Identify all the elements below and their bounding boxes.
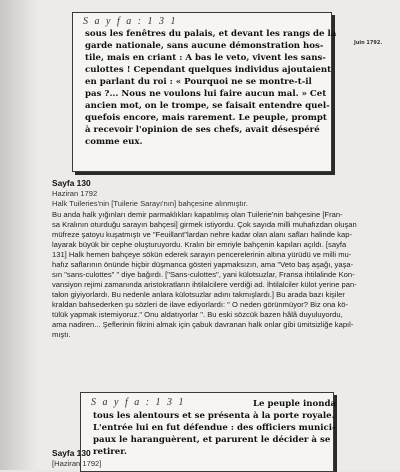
box2-line: retirer. [93, 447, 127, 457]
section1-line: vansiyon rejimi zamanında aristokratların ihtilalcilere verdiği ad. İhtilalciler külot yerine pan- [52, 280, 357, 289]
section1-line: tülük yapmak istemiyoruz." Onu aldatıyorlar ". Bu eski sözcük bazen hâlâ duyuluyordu, [52, 310, 343, 319]
section1-line: layarak büyük bir cephe oluşturuyordu. Kralın bir emriyle bahçenin kapıları açıldı. [sayfa [52, 240, 347, 249]
box1-line: sous les fenêtres du palais, et devant les rangs de la [85, 29, 337, 39]
margin-note: Juin 1792. [354, 40, 383, 46]
section1-date: Haziran 1792 [52, 189, 98, 198]
box1-line: à recevoir l'opinion de ses chefs, avait désespéré [85, 125, 320, 135]
box2-sayfa-label: S a y f a : 1 3 1 [91, 397, 186, 408]
section1-line: mıştı. [52, 330, 71, 339]
box2-line: paux le haranguèrent, et parurent le décider à se [93, 435, 331, 445]
box1-sayfa-label: S a y f a : 1 3 1 [83, 16, 178, 27]
box1-line: ancien mot, on le trompe, se faisait entendre quel- [85, 101, 330, 111]
section1-intro: Halk Tuileries'nin [Tuilerie Sarayı'nın] bahçesine alınmıştır. [52, 199, 248, 208]
box1-line: tile, mais en criant : A bas le veto, vivent les sans- [85, 53, 326, 63]
section1-line: sa Kralının oturduğu sarayın bahçesi] girmek istiyordu. Çok sayıda milli muhafızdan oluşan [52, 220, 357, 229]
section1-line: sın "sans-culottes" " diye bağırdı. ["Sans-culottes", yani külotsuzlar, Fransa ihtilalinde Kon- [52, 270, 355, 279]
box1-line: culottes ! Cependant quelques individus ajoutaient [85, 65, 332, 75]
box2-line: Le peuple inonda [253, 399, 337, 409]
section1-line: Bu anda halk yığınları demir parmaklıkları kapatılmış olan Tuilerie'nin bahçesine [Fran- [52, 210, 343, 219]
section2-date: [Haziran 1792] [52, 459, 102, 468]
section1-line: müfreze şatoyu kuşatmıştı ve "Feuillant"lardan nehre kadar olan alanı safları halinde kap- [52, 230, 353, 239]
page-shadow [0, 0, 38, 470]
section1-heading: Sayfa 130 [52, 178, 91, 188]
box2-line: L'entrée lui en fut défendue : des officiers munici- [93, 423, 336, 433]
section1-line: talon giyiyorlardı. Bu nedenle anlara külotsuzlar adını takmışlardı.] Bu arada bazı kişiler [52, 290, 345, 299]
box1-line: comme eux. [85, 137, 143, 147]
box1-line: en parlant du roi : « Pourquoi ne se montre-t-il [85, 77, 312, 87]
box2-line: tous les alentours et se présenta à la porte royale. [93, 411, 335, 421]
french-excerpt-box-2 [80, 392, 337, 472]
section2-heading: Sayfa 130 [52, 448, 91, 458]
section1-line: kraldan bahsederken şu sözleri de ilave ediyorlardı: " O neden görünmüyor? Biz ona kö- [52, 300, 349, 309]
french-excerpt-box-1 [72, 12, 337, 172]
section1-line: 131] Halk hemen bahçeye sökün ederek sarayın pencerelerinin altına yürüdü ve milli mu- [52, 250, 352, 259]
section1-line: ama nadiren... Şeflerinin fikrini almak için çabuk davranan halk onlar gibi ümitsizliğe kapıl- [52, 320, 354, 329]
section1-line: hafız saflarının önünde hiçbir düşmanca gösteri yapmaksızın, ama "Veto baş aşağı, yaşa- [52, 260, 354, 269]
box1-line: quefois encore, mais rarement. Le peuple, prompt [85, 113, 327, 123]
box1-line: garde nationale, sans aucune démonstration hos- [85, 41, 324, 51]
box1-line: pas ?... Nous ne voulons lui faire aucun mal. » Cet [85, 89, 327, 99]
